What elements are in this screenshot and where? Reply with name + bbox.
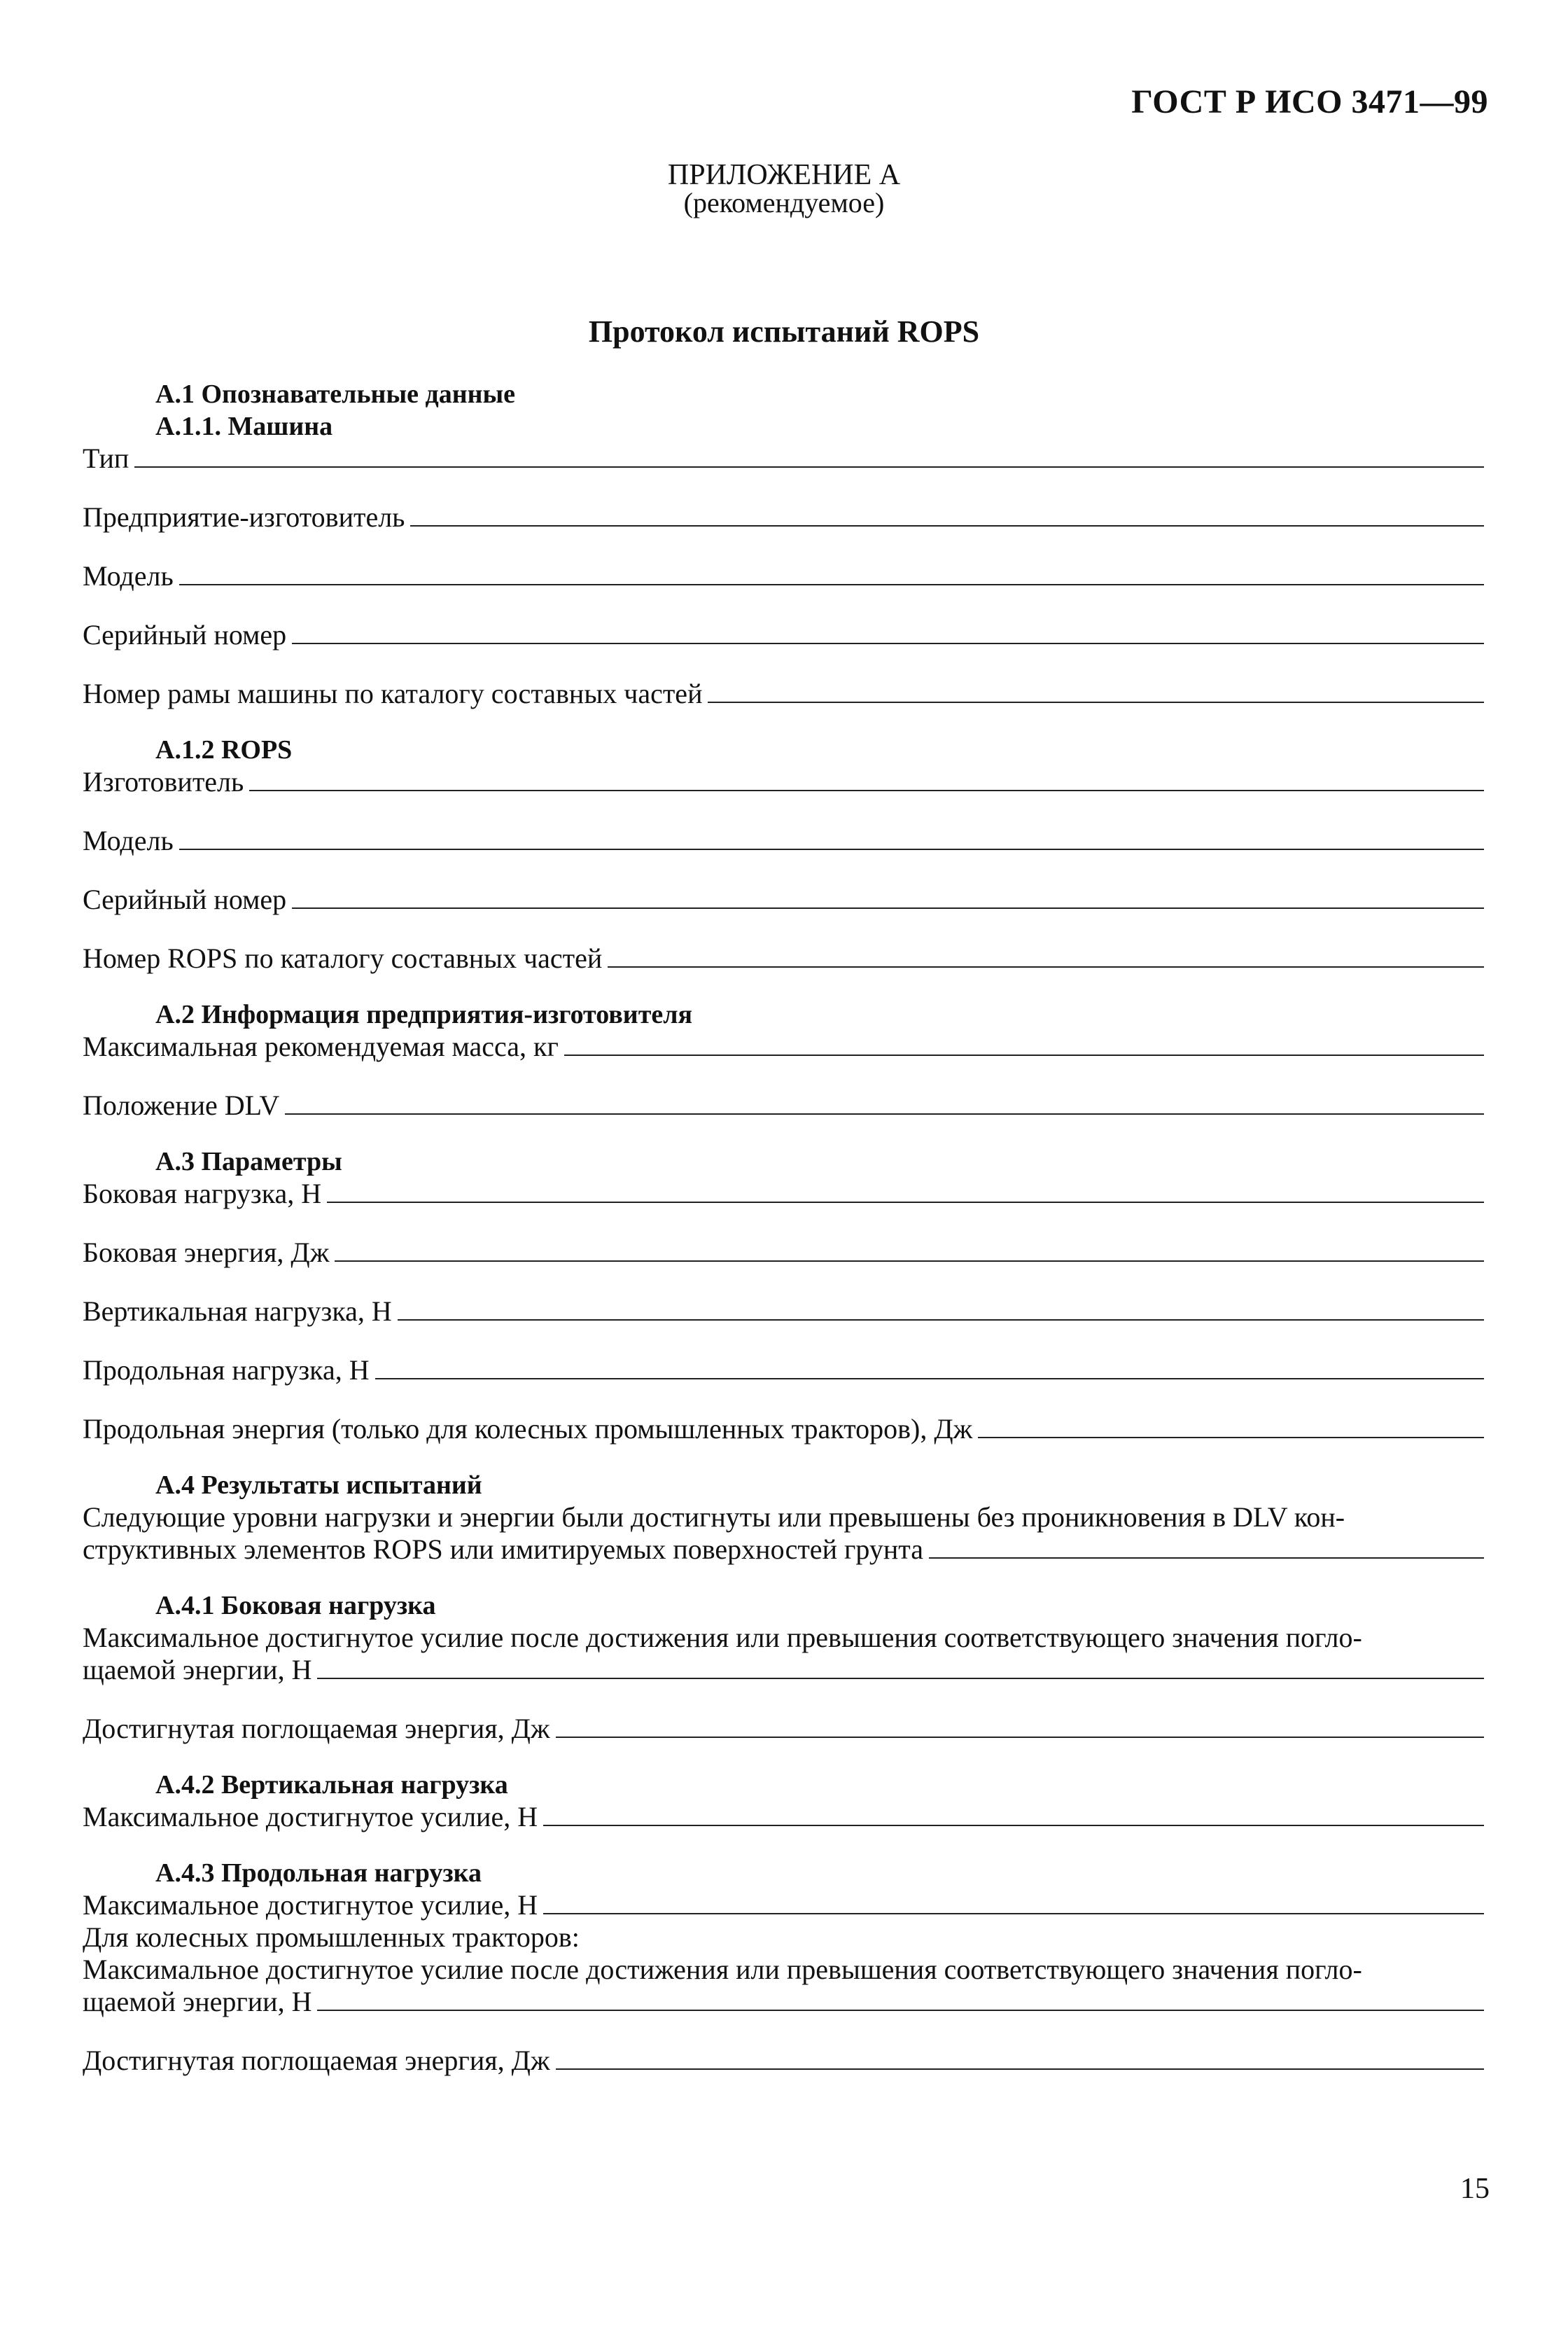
- field-label: Изготовитель: [83, 766, 244, 798]
- field-max-mass[interactable]: [83, 1031, 1484, 1063]
- fill-line[interactable]: [556, 2045, 1484, 2070]
- field-label: Боковая нагрузка, Н: [83, 1178, 322, 1209]
- field-label: Модель: [83, 825, 174, 856]
- fill-line[interactable]: [335, 1237, 1484, 1262]
- field-label: щаемой энергии, Н: [83, 1986, 312, 2017]
- field-type[interactable]: [83, 443, 1484, 475]
- field-machine-model[interactable]: [83, 560, 1484, 592]
- fill-line[interactable]: [249, 766, 1484, 791]
- field-label: Номер рамы машины по каталогу составных частей: [83, 678, 703, 709]
- field-label: Продольная энергия (только для колесных промышленных тракторов), Дж: [83, 1413, 973, 1445]
- fill-line[interactable]: [327, 1178, 1484, 1203]
- fill-line[interactable]: [929, 1533, 1484, 1559]
- field-label: Вертикальная нагрузка, Н: [83, 1295, 392, 1327]
- fill-line[interactable]: [708, 678, 1484, 703]
- field-label: Серийный номер: [83, 619, 287, 650]
- page-number: 15: [1460, 2173, 1490, 2205]
- section-heading-a4-2: А.4.2 Вертикальная нагрузка: [155, 1770, 508, 1800]
- fill-line[interactable]: [410, 501, 1484, 527]
- section-heading-a4-3: А.4.3 Продольная нагрузка: [155, 1858, 482, 1888]
- field-label: Достигнутая поглощаемая энергия, Дж: [83, 2045, 550, 2076]
- standard-code: ГОСТ Р ИСО 3471—99: [1131, 83, 1488, 120]
- field-longitudinal-load[interactable]: [83, 1354, 1484, 1386]
- field-a4-2-max-force[interactable]: [83, 1801, 1484, 1833]
- field-label: Максимальное достигнутое усилие, Н: [83, 1801, 538, 1832]
- field-a4-3-max-force-energy[interactable]: [83, 1986, 1484, 2018]
- field-label: Модель: [83, 560, 174, 592]
- section-heading-a4-1: А.4.1 Боковая нагрузка: [155, 1591, 436, 1620]
- field-lateral-load[interactable]: [83, 1178, 1484, 1210]
- field-rops-model[interactable]: [83, 825, 1484, 857]
- section-heading-a1: А.1 Опознавательные данные: [155, 380, 516, 409]
- section-heading-a3: А.3 Параметры: [155, 1147, 342, 1176]
- field-a4-3-max-force[interactable]: [83, 1889, 1484, 1921]
- field-label: Продольная нагрузка, Н: [83, 1354, 370, 1386]
- field-label: Положение DLV: [83, 1090, 280, 1121]
- field-frame-number[interactable]: [83, 678, 1484, 710]
- fill-line[interactable]: [317, 1986, 1484, 2011]
- appendix-title: ПРИЛОЖЕНИЕ А: [667, 159, 901, 191]
- a4-3-text-line-1: Максимальное достигнутое усилие после достижения или превышения соответствующего значения погло-: [83, 1954, 1362, 1985]
- field-rops-manufacturer[interactable]: [83, 766, 1484, 798]
- fill-line[interactable]: [564, 1031, 1484, 1056]
- appendix-subtitle: (рекомендуемое): [683, 187, 885, 218]
- section-heading-a1-2: А.1.2 ROPS: [155, 735, 293, 765]
- field-label: Максимальное достигнутое усилие, Н: [83, 1889, 538, 1921]
- section-heading-a4: А.4 Результаты испытаний: [155, 1470, 482, 1500]
- field-label: Номер ROPS по каталогу составных частей: [83, 942, 603, 974]
- field-label: Тип: [83, 443, 130, 474]
- field-label: Боковая энергия, Дж: [83, 1237, 330, 1268]
- field-rops-catalog-number[interactable]: [83, 942, 1484, 975]
- field-a4-1-max-force[interactable]: [83, 1654, 1484, 1686]
- fill-line[interactable]: [543, 1889, 1484, 1914]
- field-label: щаемой энергии, Н: [83, 1654, 312, 1685]
- form-content: [83, 378, 1484, 2077]
- field-rops-serial[interactable]: [83, 884, 1484, 916]
- fill-line[interactable]: [375, 1354, 1484, 1379]
- field-vertical-load[interactable]: [83, 1295, 1484, 1328]
- a4-text-line-1: Следующие уровни нагрузки и энергии были достигнуты или превышены без проникновения в DLV кон-: [83, 1501, 1345, 1533]
- field-lateral-energy[interactable]: [83, 1237, 1484, 1269]
- a4-1-text-line-1: Максимальное достигнутое усилие после достижения или превышения соответствующего значения погло-: [83, 1622, 1362, 1653]
- fill-line[interactable]: [608, 942, 1484, 968]
- field-label: Достигнутая поглощаемая энергия, Дж: [83, 1713, 550, 1744]
- section-heading-a1-1: А.1.1. Машина: [155, 412, 333, 441]
- fill-line[interactable]: [556, 1713, 1484, 1738]
- fill-line[interactable]: [398, 1295, 1484, 1321]
- fill-line[interactable]: [292, 619, 1484, 644]
- section-heading-a2: А.2 Информация предприятия-изготовителя: [155, 1000, 693, 1029]
- field-dlv-position[interactable]: [83, 1090, 1484, 1122]
- fill-line[interactable]: [179, 560, 1484, 585]
- a4-3-note: Для колесных промышленных тракторов:: [83, 1921, 580, 1953]
- field-manufacturer-enterprise[interactable]: [83, 501, 1484, 534]
- field-label: Предприятие-изготовитель: [83, 501, 405, 533]
- field-label: структивных элементов ROPS или имитируемых поверхностей грунта: [83, 1533, 923, 1565]
- fill-line[interactable]: [285, 1090, 1484, 1115]
- field-a4-1-energy[interactable]: [83, 1713, 1484, 1745]
- fill-line[interactable]: [317, 1654, 1484, 1679]
- fill-line[interactable]: [134, 443, 1484, 468]
- field-a4-result[interactable]: [83, 1533, 1484, 1566]
- field-machine-serial[interactable]: [83, 619, 1484, 651]
- field-label: Максимальная рекомендуемая масса, кг: [83, 1031, 559, 1062]
- field-a4-3-energy[interactable]: [83, 2045, 1484, 2077]
- fill-line[interactable]: [543, 1801, 1484, 1826]
- fill-line[interactable]: [179, 825, 1484, 850]
- fill-line[interactable]: [292, 884, 1484, 909]
- fill-line[interactable]: [978, 1413, 1484, 1438]
- document-title: Протокол испытаний ROPS: [588, 314, 980, 349]
- field-label: Серийный номер: [83, 884, 287, 915]
- field-longitudinal-energy[interactable]: [83, 1413, 1484, 1445]
